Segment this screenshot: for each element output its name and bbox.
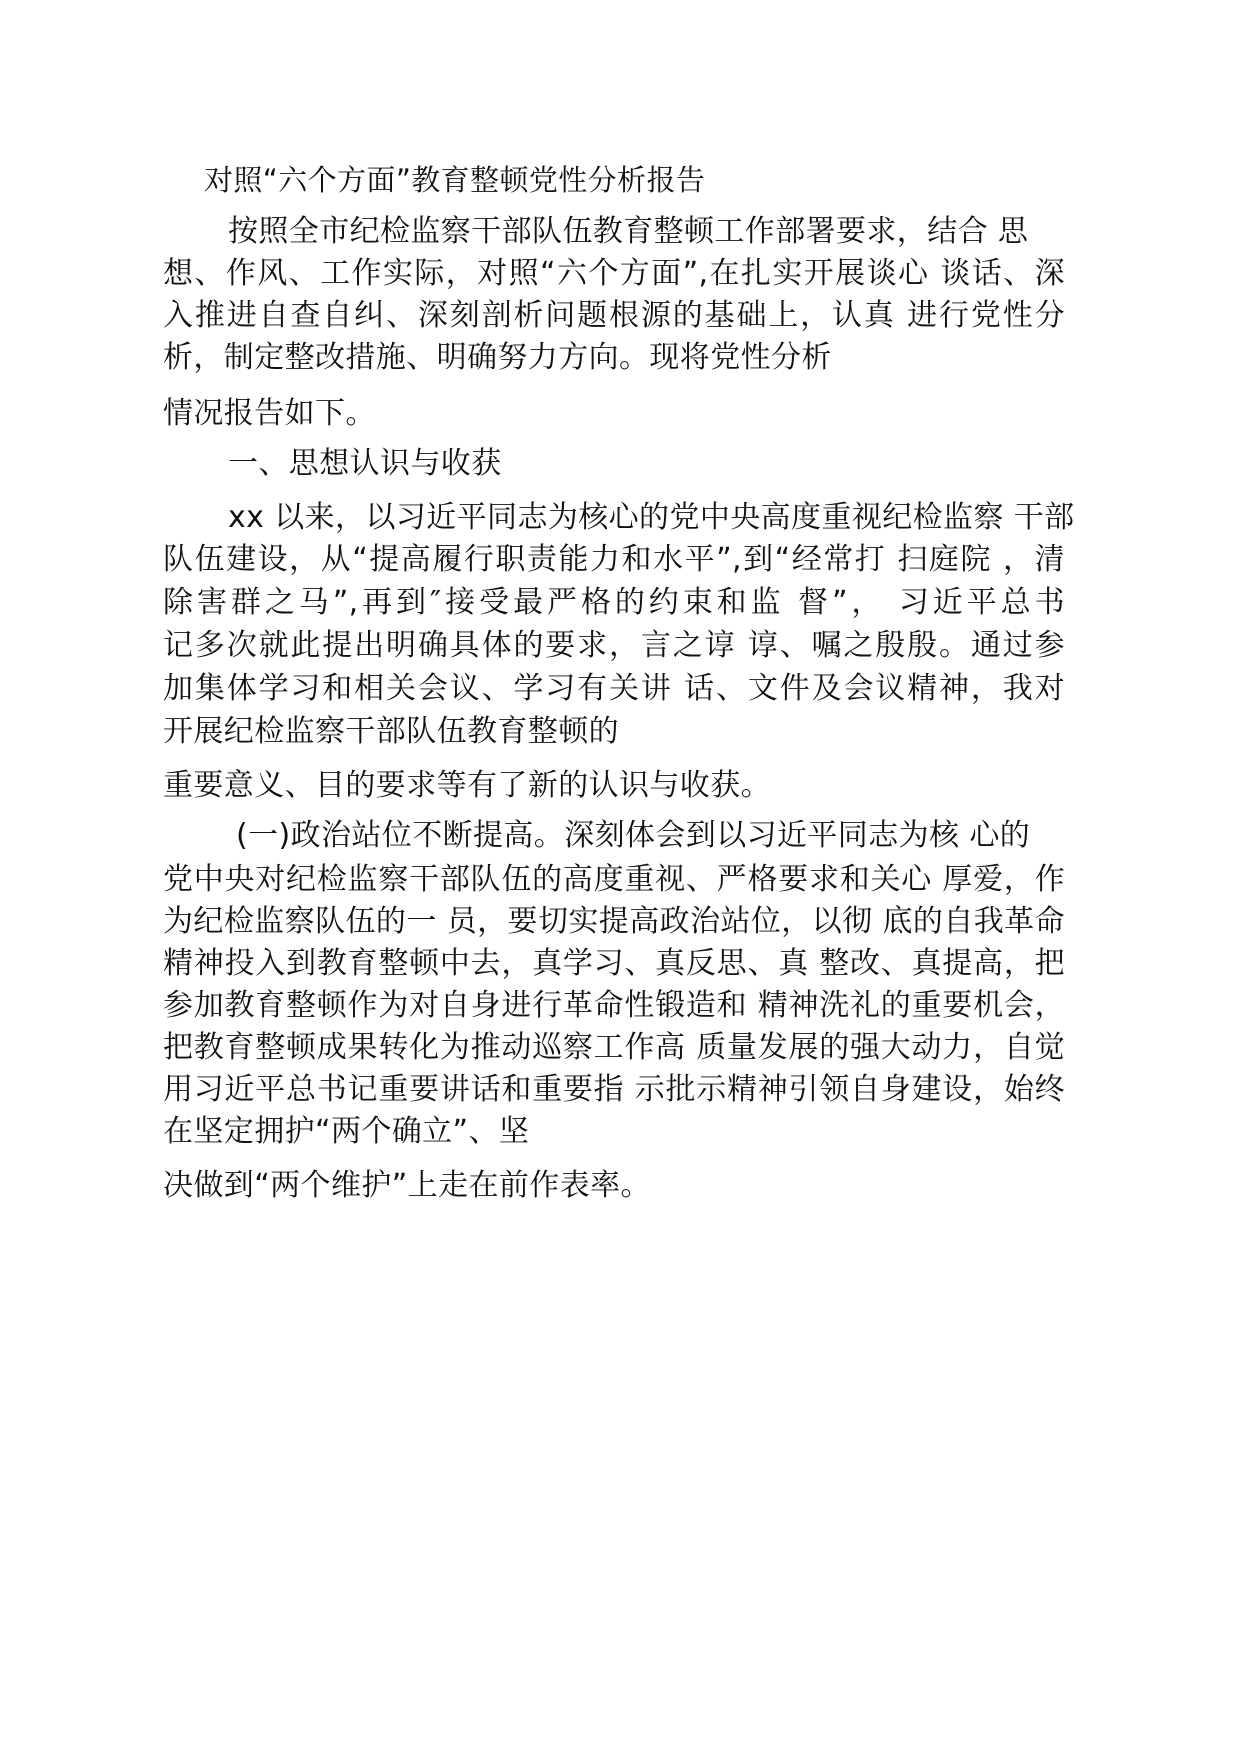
paragraph-line: 决做到“两个维护”上走在前作表率。 bbox=[163, 1168, 651, 1203]
paragraph-line: 党中央对纪检监察干部队伍的高度重视、严格要求和关心 厚爱，作 bbox=[163, 862, 1065, 897]
paragraph-line: 按照全市纪检监察干部队伍教育整顿工作部署要求，结合 思 bbox=[228, 214, 1029, 249]
paragraph-line: 重要意义、目的要求等有了新的认识与收获。 bbox=[163, 768, 771, 803]
paragraph-line: 情况报告如下。 bbox=[163, 396, 376, 431]
paragraph-line: 记多次就此提出明确具体的要求，言之谆 谆、嘱之殷殷。通过参 bbox=[163, 628, 1065, 663]
paragraph-line: 想、作风、工作实际，对照“六个方面”,在扎实开展谈心 谈话、深 bbox=[163, 256, 1065, 291]
paragraph-line: 参加教育整顿作为对自身进行革命性锻造和 精神洗礼的重要机会， bbox=[163, 988, 1065, 1023]
paragraph-line: 队伍建设，从“提高履行职责能力和水平”,到“经常打 扫庭院 ，清 bbox=[163, 542, 1065, 577]
subsection-line: (一)政治站位不断提高。深刻体会到以习近平同志为核 心的 bbox=[236, 818, 1031, 853]
paragraph-line: 开展纪检监察干部队伍教育整顿的 bbox=[163, 714, 619, 749]
document-title: 对照“六个方面”教育整顿党性分析报告 bbox=[204, 163, 706, 197]
paragraph-line: 在坚定拥护“两个确立”、坚 bbox=[163, 1114, 530, 1149]
paragraph-line: 为纪检监察队伍的一 员，要切实提高政治站位，以彻 底的自我革命 bbox=[163, 904, 1065, 939]
paragraph-line: 析，制定整改措施、明确努力方向。现将党性分析 bbox=[163, 340, 832, 375]
paragraph-line: 精神投入到教育整顿中去，真学习、真反思、真 整改、真提高，把 bbox=[163, 946, 1065, 981]
paragraph-line: 把教育整顿成果转化为推动巡察工作高 质量发展的强大动力，自觉 bbox=[163, 1030, 1065, 1065]
paragraph-line: 入推进自查自纠、深刻剖析问题根源的基础上，认真 进行党性分 bbox=[163, 298, 1065, 333]
paragraph-line: 除害群之马”,再到″接受最严格的约束和监 督”， 习近平总书 bbox=[163, 585, 1065, 620]
paragraph-line: 加集体学习和相关会议、学习有关讲 话、文件及会议精神，我对 bbox=[163, 671, 1065, 706]
paragraph-line: xx 以来，以习近平同志为核心的党中央高度重视纪检监察 干部 bbox=[228, 500, 1075, 535]
paragraph-line: 用习近平总书记重要讲话和重要指 示批示精神引领自身建设，始终 bbox=[163, 1072, 1065, 1107]
section-heading: 一、思想认识与收获 bbox=[228, 446, 502, 481]
